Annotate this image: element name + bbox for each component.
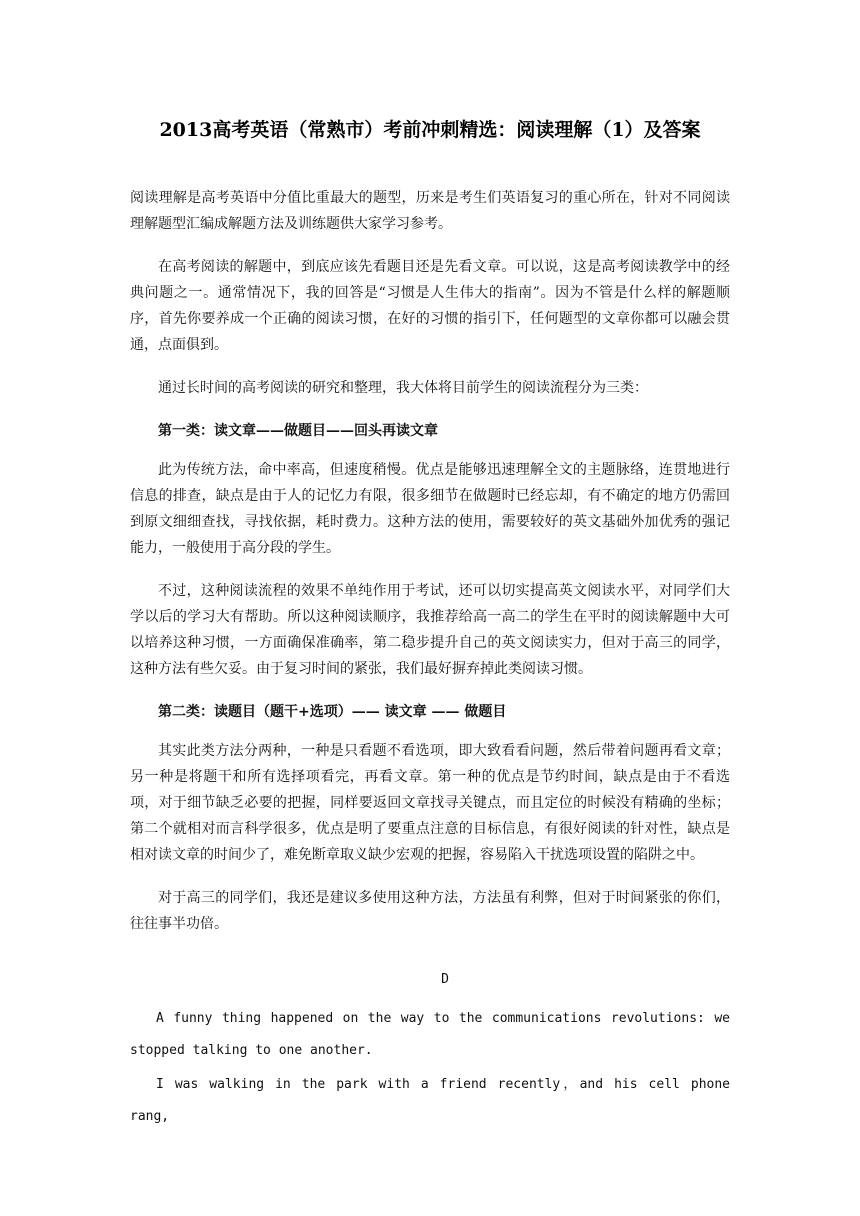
passage-label: D (441, 972, 449, 987)
paragraph: 不过，这种阅读流程的效果不单纯作用于考试，还可以切实提高英文阅读水平，对同学们大学以后的学习大有帮助。所以这种阅读顺序，我推荐给高一高二的学生在平时的阅读解题中大可以培养这种习惯，一方面确保准确率，第二稳步提升自己的英文阅读实力，但对于高三的同学，这种方法有些欠妥。由于复习时间的紧张，我们最好摒弃掉此类阅读习惯。 (130, 583, 730, 677)
intro-section (130, 185, 730, 954)
paragraph: 阅读理解是高考英语中分值比重最大的题型，历来是考生们英语复习的重心所在，针对不同阅读理解题型汇编成解题方法及训练题供大家学习参考。 (130, 190, 730, 232)
paragraph: 通过长时间的高考阅读的研究和整理，我大体将目前学生的阅读流程分为三类： (158, 380, 648, 396)
paragraph: 此为传统方法，命中率高，但速度稍慢。优点是能够迅速理解全文的主题脉络，连贯地进行信息的排查，缺点是由于人的记忆力有限，很多细节在做题时已经忘却，有不确定的地方仍需回到原文细细查找，寻找依据，耗时费力。这种方法的使用，需要较好的英文基础外加优秀的强记能力，一般使用于高分段的学生。 (130, 462, 730, 556)
section-heading: 第二类：读题目（题干+选项）—— 读文章 —— 做题目 (158, 704, 507, 720)
passage-paragraph: I was walking in the park with a friend recently，and his cell phone rang, (130, 1077, 730, 1124)
reading-passage (130, 1003, 730, 1135)
passage-paragraph: A funny thing happened on the way to the communications revolutions: we stopped talking to one another. (130, 1011, 730, 1058)
section-heading: 第一类：读文章——做题目——回头再读文章 (158, 423, 438, 439)
paragraph: 对于高三的同学们，我还是建议多使用这种方法，方法虽有利弊，但对于时间紧张的你们，往往事半功倍。 (130, 890, 730, 932)
paragraph: 在高考阅读的解题中，到底应该先看题目还是先看文章。可以说，这是高考阅读教学中的经典问题之一。通常情况下，我的回答是“习惯是人生伟大的指南”。因为不管是什么样的解题顺序，首先你要养成一个正确的阅读习惯，在好的习惯的指引下，任何题型的文章你都可以融会贯通，点面俱到。 (130, 259, 730, 353)
page-title: 2013高考英语（常熟市）考前冲刺精选：阅读理解（1）及答案 (159, 119, 701, 141)
paragraph: 其实此类方法分两种，一种是只看题不看选项，即大致看看问题，然后带着问题再看文章；另一种是将题干和所有选择项看完，再看文章。第一种的优点是节约时间，缺点是由于不看选项，对于细节缺乏必要的把握，同样要返回文章找寻关键点，而且定位的时候没有精确的坐标；第二个就相对而言科学很多，优点是明了要重点注意的目标信息，有很好阅读的针对性，缺点是相对读文章的时间少了，难免断章取义缺少宏观的把握，容易陷入干扰选项设置的陷阱之中。 (130, 743, 730, 863)
